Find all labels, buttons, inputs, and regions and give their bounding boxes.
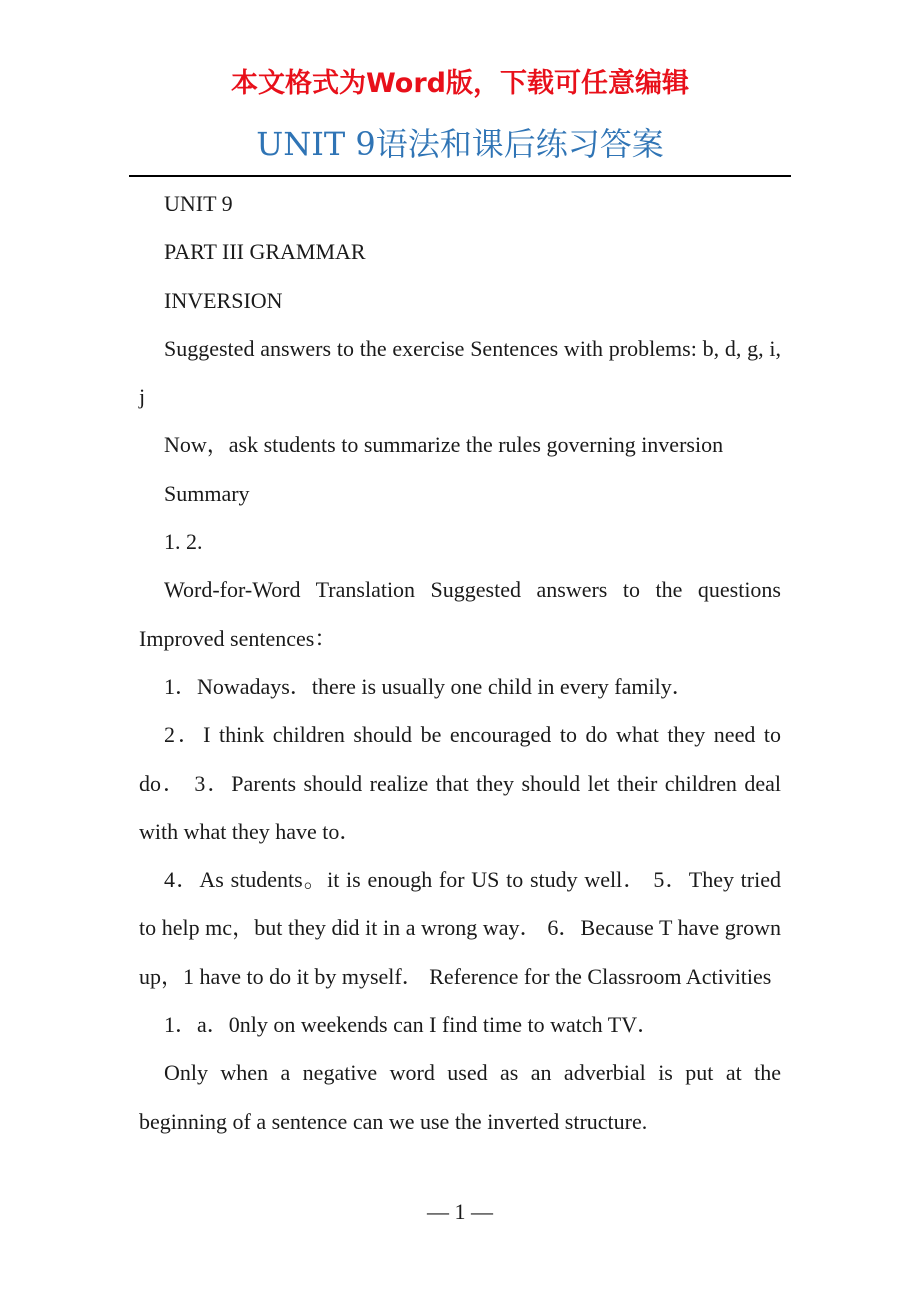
paragraph-rule-explanation: Only when a negative word used as an adverbial is put at the beginning of a sentence can we use the inverted structure.: [139, 1060, 781, 1134]
paragraph-example-1a: 1．a．0nly on weekends can I find time to watch TV．: [164, 1012, 660, 1038]
paragraph-part-heading: PART III GRAMMAR: [164, 239, 366, 265]
paragraph-topic-heading: INVERSION: [164, 287, 283, 313]
paragraph-sentences-4-6: 4．As students。it is enough for US to study well． 5．They tried to help mc，but they did it in a wrong way． 6．Because T have grown up，1 have to do it by myself． Reference for the Classroom Activities: [139, 867, 781, 989]
document-body: [139, 180, 781, 1146]
paragraph-suggested-answers: Suggested answers to the exercise Sentences with problems: b, d, g, i, j: [139, 335, 781, 410]
title-divider: [129, 175, 791, 177]
paragraph-sentences-2-3: 2．I think children should be encouraged to do what they need to do． 3．Parents should realize that they should let their children deal with what they have to．: [139, 722, 781, 844]
paragraph-instruction: Now，ask students to summarize the rules governing inversion: [164, 432, 724, 458]
paragraph-sentence-1: 1．Nowadays．there is usually one child in every family．: [164, 673, 694, 699]
paragraph-summary-heading: Summary: [164, 480, 250, 506]
paragraph-translation: Word-for-Word Translation Suggested answers to the questions Improved sentences：: [139, 577, 781, 651]
document-title: UNIT 9语法和课后练习答案: [256, 125, 664, 163]
page-number: — 1 —: [427, 1199, 493, 1224]
download-banner: 本文格式为Word版，下载可任意编辑: [230, 68, 689, 99]
paragraph-list-numbers: 1. 2.: [164, 529, 203, 555]
paragraph-unit-heading: UNIT 9: [164, 191, 233, 216]
